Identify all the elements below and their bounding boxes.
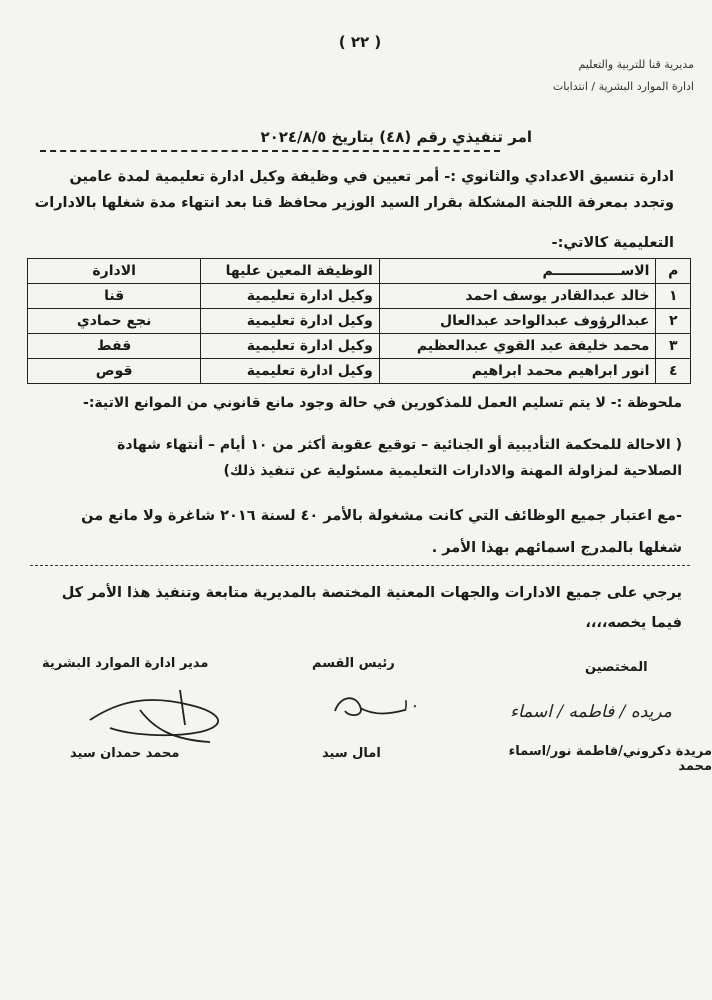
clause-line-2: شغلها بالمدرج اسمائهم بهذا الأمر . bbox=[431, 540, 682, 556]
assignment-table bbox=[27, 258, 691, 384]
staff-scribble: مريده / فاطمه / اسماء bbox=[510, 702, 672, 722]
row-admin: قنا bbox=[28, 284, 201, 309]
directorate-header: مديرية قنا للتربية والتعليم bbox=[578, 58, 694, 71]
note-line-2: ( الاحالة للمحكمة التأديبية أو الجنائية – توقيع عقوبة أكثر من ١٠ أيام – أنتهاء شهادة bbox=[117, 437, 682, 453]
row-job: وكيل ادارة تعليمية bbox=[201, 284, 380, 309]
staff-names: مريدة دكروني/فاطمة نور/اسماء محمد bbox=[508, 744, 712, 774]
body-line-1: ادارة تنسيق الاعدادي والثانوي :- أمر تعيين في وظيفة وكيل ادارة تعليمية لمدة عامين bbox=[69, 169, 674, 185]
table-row bbox=[28, 284, 691, 309]
row-num: ١ bbox=[656, 284, 691, 309]
staff-title: المختصين bbox=[585, 660, 648, 675]
header-name: الاســــــــــــــم bbox=[379, 259, 656, 284]
row-name: عبدالرؤوف عبدالواحد عبدالعال bbox=[379, 309, 656, 334]
section-head-scribble: ١٠ bbox=[400, 696, 419, 716]
section-head-title: رئيس القسم bbox=[312, 656, 395, 671]
row-job: وكيل ادارة تعليمية bbox=[201, 309, 380, 334]
body-line-3: التعليمية كالاتي:- bbox=[551, 235, 674, 251]
row-admin: قفط bbox=[28, 334, 201, 359]
row-name: خالد عبدالقادر يوسف احمد bbox=[379, 284, 656, 309]
row-admin: قوص bbox=[28, 359, 201, 384]
row-num: ٣ bbox=[656, 334, 691, 359]
row-job: وكيل ادارة تعليمية bbox=[201, 359, 380, 384]
hr-director-signature bbox=[80, 680, 240, 750]
hr-director-title: مدير ادارة الموارد البشرية bbox=[42, 656, 209, 671]
title-divider bbox=[40, 150, 500, 152]
section-head-name: امال سيد bbox=[322, 746, 381, 761]
closing-line-2: فيما يخصه،،،، bbox=[585, 615, 682, 631]
row-admin: نجع حمادي bbox=[28, 309, 201, 334]
note-line-3: الصلاحية لمزاولة المهنة والادارات التعليمية مسئولية عن تنفيذ ذلك) bbox=[223, 463, 682, 479]
row-name: انور ابراهيم محمد ابراهيم bbox=[379, 359, 656, 384]
hr-director-name: محمد حمدان سيد bbox=[70, 746, 180, 761]
table-header-row bbox=[28, 259, 691, 284]
row-job: وكيل ادارة تعليمية bbox=[201, 334, 380, 359]
row-num: ٤ bbox=[656, 359, 691, 384]
header-job: الوظيفة المعين عليها bbox=[201, 259, 380, 284]
table-row bbox=[28, 334, 691, 359]
department-header: ادارة الموارد البشرية / انتدابات bbox=[552, 80, 694, 93]
header-admin: الادارة bbox=[28, 259, 201, 284]
closing-line-1: يرجي على جميع الادارات والجهات المعنية المختصة بالمديرية متابعة وتنفيذ هذا الأمر كل bbox=[61, 585, 682, 601]
section-divider bbox=[30, 565, 690, 566]
order-title: امر تنفيذي رقم (٤٨) بتاريخ ٢٠٢٤/٨/٥ bbox=[260, 128, 532, 146]
table-row bbox=[28, 309, 691, 334]
table-row bbox=[28, 359, 691, 384]
row-num: ٢ bbox=[656, 309, 691, 334]
page-number: ( ٢٢ ) bbox=[338, 33, 382, 51]
note-line-1: ملحوظة :- لا يتم تسليم العمل للمذكورين في حالة وجود مانع قانوني من الموانع الاتية:- bbox=[83, 395, 682, 411]
clause-line-1: -مع اعتبار جميع الوظائف التي كانت مشغولة بالأمر ٤٠ لسنة ٢٠١٦ شاغرة ولا مانع من bbox=[81, 508, 682, 524]
header-num: م bbox=[656, 259, 691, 284]
section-head-signature bbox=[330, 686, 410, 726]
row-name: محمد خليفة عبد القوي عبدالعظيم bbox=[379, 334, 656, 359]
body-line-2: وتجدد بمعرفة اللجنة المشكلة بقرار السيد الوزير محافظ قنا بعد انتهاء مدة شغلها بالادارات bbox=[34, 195, 674, 211]
